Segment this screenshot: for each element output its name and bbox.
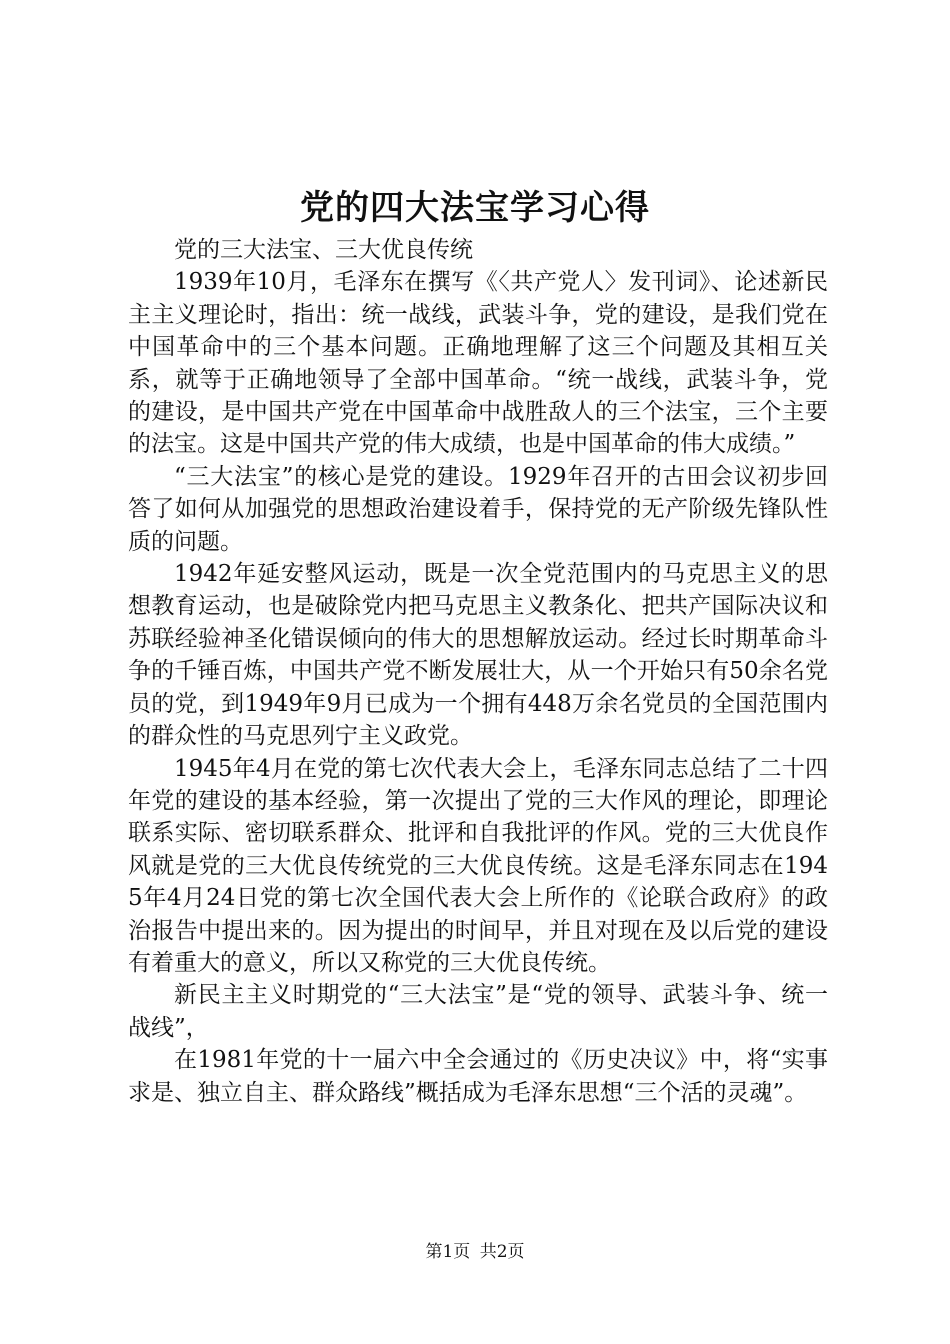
paragraph: 在1981年党的十一届六中全会通过的《历史决议》中，将“实事求是、独立自主、群众路线”概括成为毛泽东思想“三个活的灵魂”。 [128,1047,828,1106]
document-body [128,234,828,1109]
paragraph: 党的三大法宝、三大优良传统 [174,237,473,263]
page-number: 第1页 [425,1242,471,1262]
paragraph: 1939年10月，毛泽东在撰写《〈共产党人〉发刊词》、论述新民主主义理论时，指出：统一战线，武装斗争，党的建设，是我们党在中国革命中的三个基本问题。正确地理解了这三个问题及其相互关系，就等于正确地领导了全部中国革命。“统一战线，武装斗争，党的建设，是中国共产党在中国革命中战胜敌人的三个法宝，三个主要的法宝。这是中国共产党的伟大成绩，也是中国革命的伟大成绩。” [128,269,828,458]
paragraph: 1942年延安整风运动，既是一次全党范围内的马克思主义的思想教育运动，也是破除党内把马克思主义教条化、把共产国际决议和苏联经验神圣化错误倾向的伟大的思想解放运动。经过长时期革命斗争的千锤百炼，中国共产党不断发展壮大，从一个开始只有50余名党员的党，到1949年9月已成为一个拥有448万余名党员的全国范围内的群众性的马克思列宁主义政党。 [128,561,828,750]
document-title: 党的四大法宝学习心得 [300,188,650,228]
page-total: 共2页 [479,1242,525,1262]
paragraph: 新民主主义时期党的“三大法宝”是“党的领导、武装斗争、统一战线”， [128,982,828,1041]
paragraph: “三大法宝”的核心是党的建设。1929年召开的古田会议初步回答了如何从加强党的思想政治建设着手，保持党的无产阶级先锋队性质的问题。 [128,463,828,555]
page-footer [0,1240,950,1264]
paragraph: 1945年4月在党的第七次代表大会上，毛泽东同志总结了二十四年党的建设的基本经验，第一次提出了党的三大作风的理论，即理论联系实际、密切联系群众、批评和自我批评的作风。党的三大优良作风就是党的三大优良传统党的三大优良传统。这是毛泽东同志在1945年4月24日党的第七次全国代表大会上所作的《论联合政府》的政治报告中提出来的。因为提出的时间早，并且对现在及以后党的建设有着重大的意义，所以又称党的三大优良传统。 [128,755,828,976]
